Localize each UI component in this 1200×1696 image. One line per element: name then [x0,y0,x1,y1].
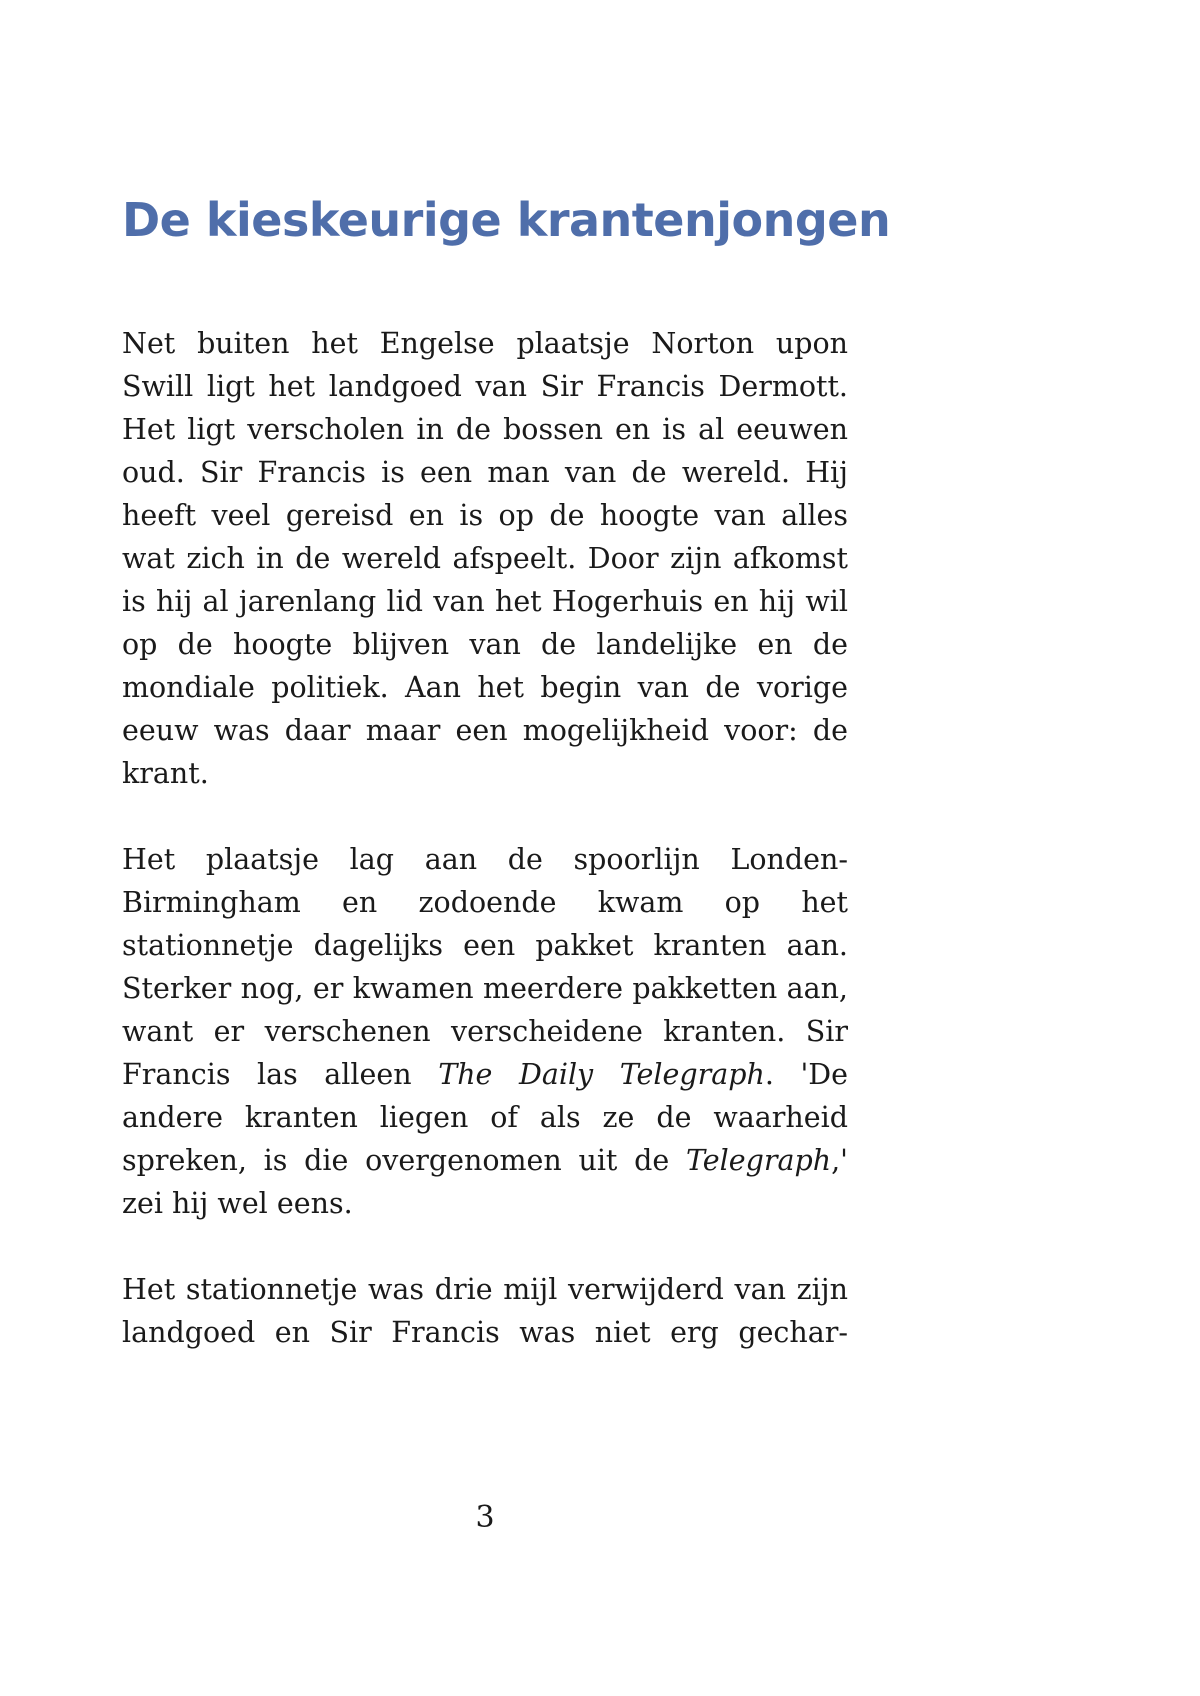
paragraph-2-italic-1: The Daily Telegraph [438,1058,765,1091]
body-text [122,322,848,1354]
paragraph-1: Net buiten het Engelse plaatsje Norton upon Swill ligt het landgoed van Sir Francis Dermott. Het ligt verscholen in de bossen en is al eeuwen oud. Sir Francis is een man van de wereld. Hij heeft veel gereisd en is op de hoogte van alles wat zich in de wereld afspeelt. Door zijn afkomst is hij al jarenlang lid van het Hogerhuis en hij wil op de hoogte blijven van de landelijke en de mondiale politiek. Aan het begin van de vorige eeuw was daar maar een mogelijkheid voor: de krant. [122,327,848,790]
paragraph-3: Het stationnetje was drie mijl verwijderd van zijn landgoed en Sir Francis was niet erg gechar- [122,1273,848,1349]
page-number: 3 [475,1500,495,1535]
paragraph-2 [122,838,848,1225]
paragraph-2-part-3: ,' zei hij wel eens. [122,1144,848,1220]
paragraph-2-part-1: Het plaatsje lag aan de spoorlijn Londen-Birmingham en zodoende kwam op het stationnetje dagelijks een pakket kranten aan. Sterker nog, er kwamen meerdere pakketten aan, want er verschenen verscheidene kranten. Sir Francis las alleen [122,843,848,1091]
paragraph-2-part-2: . 'De andere kranten liegen of als ze de waarheid spreken, is die overgenomen uit de [122,1058,849,1177]
paragraph-2-italic-2: Telegraph [685,1144,832,1177]
chapter-title: De kieskeurige krantenjongen [122,193,891,247]
